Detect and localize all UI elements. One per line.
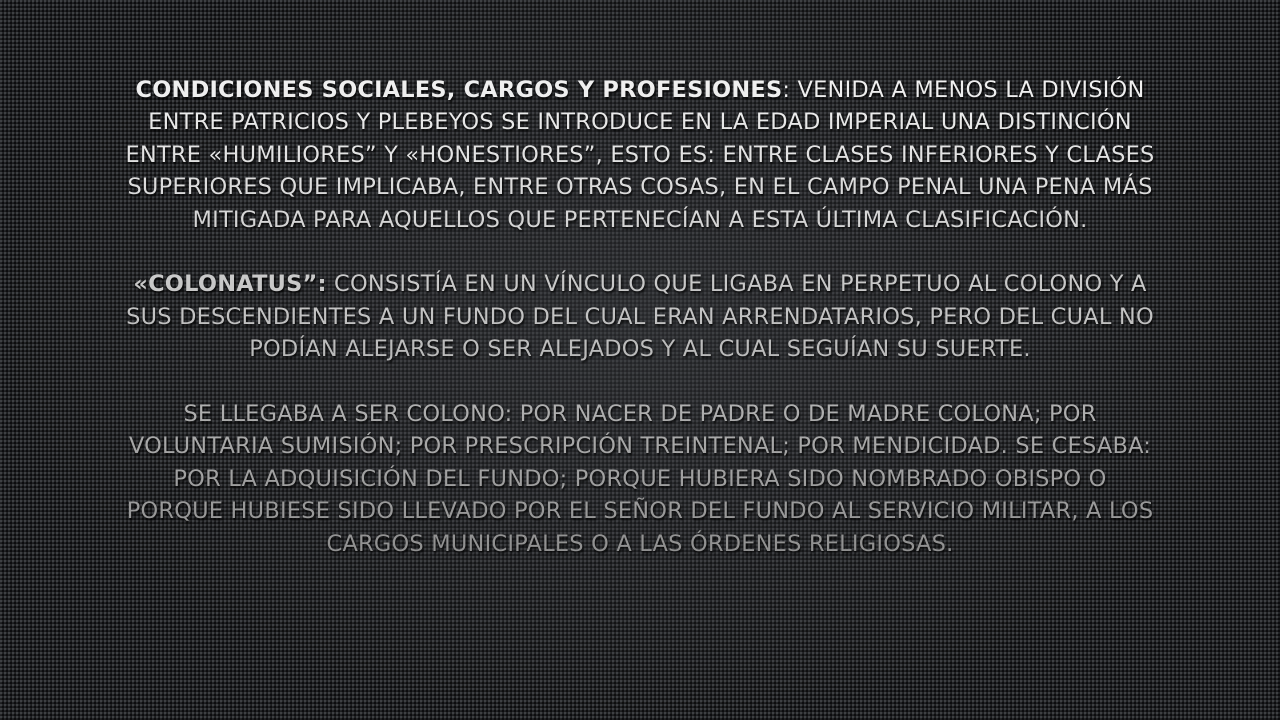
paragraph-spacer xyxy=(125,366,1155,398)
slide-text-body xyxy=(125,74,1155,560)
paragraph-spacer xyxy=(125,236,1155,268)
paragraph-heading: CONDICIONES SOCIALES, CARGOS Y PROFESIONES xyxy=(135,77,783,103)
paragraph-colonatus xyxy=(125,268,1155,365)
paragraph-heading: «COLONATUS”: xyxy=(133,271,327,298)
paragraph-text: SE LLEGABA A SER COLONO: POR NACER DE PADRE O DE MADRE COLONA; POR VOLUNTARIA SUMISIÓN; POR PRESCRIPCIÓN TREINTENAL; POR MENDICIDAD. SE CESABA: POR LA ADQUISICIÓN DEL FUNDO; PORQUE HUBIERA SIDO NOMBRADO OBISPO O PORQUE HUBIESE SIDO LLEVADO POR EL SEÑOR DEL FUNDO AL SERVICIO MILITAR, A LOS CARGOS MUNICIPALES O A LAS ÓRDENES RELIGIOSAS. xyxy=(126,401,1154,557)
paragraph-text: : VENIDA A MENOS LA DIVISIÓN ENTRE PATRICIOS Y PLEBEYOS SE INTRODUCE EN LA EDAD IMPERIAL UNA DISTINCIÓN ENTRE «HUMILIORES” Y «HONESTIORES”, ESTO ES: ENTRE CLASES INFERIORES Y CLASES SUPERIORES QUE IMPLICABA, ENTRE OTRAS COSAS, EN EL CAMPO PENAL UNA PENA MÁS MITIGADA PARA AQUELLOS QUE PERTENECÍAN A ESTA ÚLTIMA CLASIFICACIÓN. xyxy=(125,77,1155,233)
paragraph-text: CONSISTÍA EN UN VÍNCULO QUE LIGABA EN PERPETUO AL COLONO Y A SUS DESCENDIENTES A UN FUNDO DEL CUAL ERAN ARRENDATARIOS, PERO DEL CUAL NO PODÍAN ALEJARSE O SER ALEJADOS Y AL CUAL SEGUÍAN SU SUERTE. xyxy=(126,271,1154,363)
paragraph-colono xyxy=(125,398,1155,560)
paragraph-condiciones-sociales xyxy=(125,74,1155,236)
